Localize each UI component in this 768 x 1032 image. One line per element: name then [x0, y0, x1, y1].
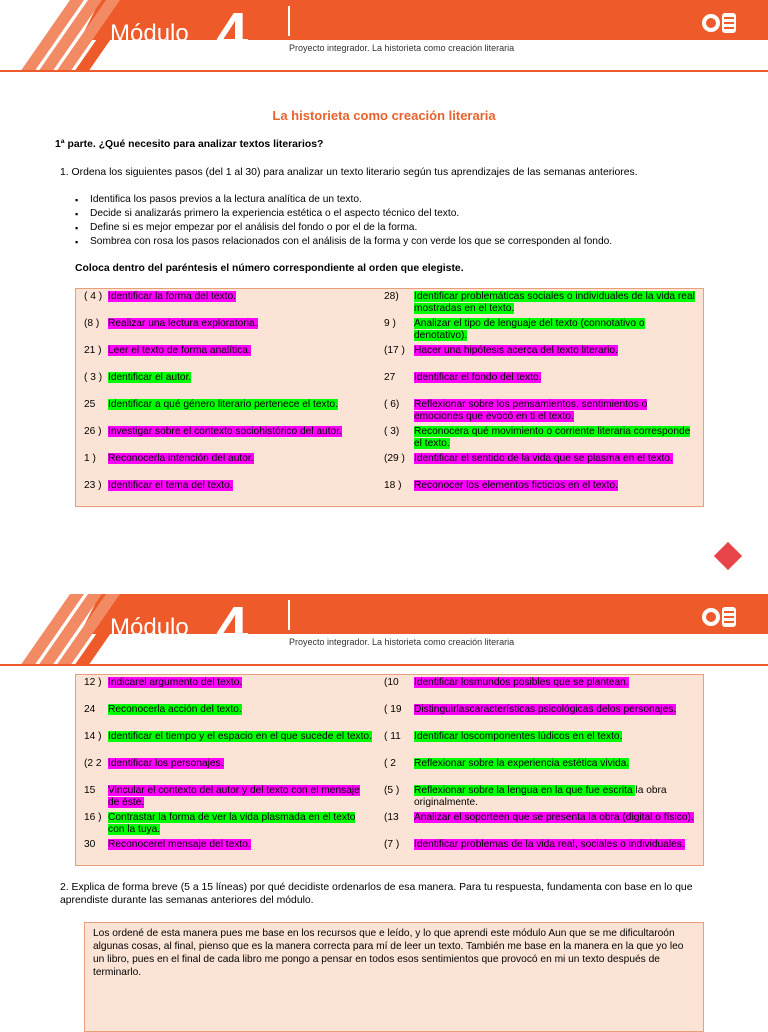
step-label: Identificar loscomponentes lúdicos en el texto. — [414, 731, 623, 742]
steps-table-1 — [75, 288, 704, 507]
bullet-item: ▪ Define si es mejor empezar por el análisis del fondo o por el de la forma. — [75, 221, 612, 235]
step-label: Distinguirlascaracterísticas psicológicas delos personajes. — [414, 704, 677, 715]
step-number[interactable]: 15 — [84, 785, 96, 796]
prepa-en-linea-sep-logo-icon — [700, 9, 738, 37]
step-text — [108, 704, 373, 716]
banner-subtitle: Proyecto integrador. La historieta como creación literaria — [289, 43, 515, 53]
answer-text: Los ordené de esta manera pues me base en los recursos que e leído, y lo que aprendi este módulo Aun que se me dificultaroón algunas cosas, al final, pienso que es la manera correcta para mí de leer un texto. También me base en la manera en la que yo leo un libro, pues en el final de cada libro me pongo a pensar en todos esos sentimientos que provocó en mi un texto después de terminarlo. — [93, 928, 684, 978]
step-number[interactable]: 30 — [84, 839, 96, 850]
step-number[interactable]: ( 11 — [384, 731, 401, 742]
step-text — [108, 731, 373, 743]
step-label: Indicarel argumento del texto. — [108, 677, 243, 688]
step-number[interactable]: ( 2 — [384, 758, 396, 769]
module-number: 4 — [216, 595, 249, 660]
part-heading: 1ª parte. ¿Qué necesito para analizar textos literarios? — [55, 139, 324, 150]
step-label: Reconocer los elementos ficticios en el texto. — [414, 480, 618, 491]
table-instruction: Coloca dentro del paréntesis el número correspondiente al orden que elegiste. — [75, 263, 464, 274]
step-number[interactable]: 26 ) — [84, 426, 102, 437]
step-text — [108, 785, 373, 809]
step-number[interactable]: 23 ) — [84, 480, 102, 491]
step-label: Identificar problemas de la vida real, sociales o individuales. — [414, 839, 685, 850]
step-text — [414, 453, 699, 465]
step-number[interactable]: 24 — [84, 704, 96, 715]
step-text — [414, 291, 699, 315]
bullet-item: ▪ Sombrea con rosa los pasos relacionados con el análisis de la forma y con verde los que se corresponden al fondo. — [75, 235, 612, 249]
prepa-en-linea-sep-logo-icon — [700, 603, 738, 631]
step-label: Realizar una lectura exploratoria. — [108, 318, 258, 329]
step-number[interactable]: (5 ) — [384, 785, 400, 796]
step-text — [108, 480, 373, 492]
step-text — [108, 758, 373, 770]
step-label: Reconocera qué movimiento o corriente literaria corresponde el texto. — [414, 426, 691, 449]
step-number[interactable]: (17 ) — [384, 345, 405, 356]
step-label: Reconocerla intención del autor. — [108, 453, 254, 464]
step-label: Identificar a qué género literario pertenece el texto. — [108, 399, 338, 410]
decorative-diamond — [714, 542, 742, 570]
step-text — [414, 318, 699, 342]
step-number[interactable]: (10 — [384, 677, 399, 688]
step-text — [414, 839, 699, 851]
step-number[interactable]: 27 — [384, 372, 396, 383]
step-number[interactable]: (8 ) — [84, 318, 100, 329]
step-number[interactable]: ( 4 ) — [84, 291, 103, 302]
step-text — [414, 480, 699, 492]
step-number[interactable]: 28) — [384, 291, 399, 302]
step-number[interactable]: ( 6) — [384, 399, 400, 410]
step-number[interactable]: 14 ) — [84, 731, 102, 742]
step-number[interactable]: ( 3 ) — [84, 372, 103, 383]
step-text — [108, 812, 373, 836]
bullet-item: ▪ Decide si analizarás primero la experiencia estética o el aspecto técnico del texto. — [75, 207, 612, 221]
step-number[interactable]: (7 ) — [384, 839, 400, 850]
step-text — [108, 839, 373, 851]
banner-subtitle: Proyecto integrador. La historieta como creación literaria — [289, 637, 515, 647]
step-text — [108, 372, 373, 384]
step-text — [108, 453, 373, 465]
steps-table-2 — [75, 674, 704, 866]
step-number[interactable]: 9 ) — [384, 318, 396, 329]
step-label: Identificar la forma del texto. — [108, 291, 236, 302]
step-number[interactable]: (2 2 — [84, 758, 102, 769]
step-text — [108, 399, 373, 411]
step-number[interactable]: ( 19 — [384, 704, 402, 715]
question-1: 1. Ordena los siguientes pasos (del 1 al 30) para analizar un texto literario según tus aprendizajes de las semanas anteriores. — [60, 167, 638, 178]
step-number[interactable]: ( 3) — [384, 426, 400, 437]
step-text — [108, 426, 373, 438]
step-text — [108, 291, 373, 303]
step-number[interactable]: 1 ) — [84, 453, 96, 464]
page-title: La historieta como creación literaria — [272, 108, 496, 123]
step-label: Vincular el contexto del autor y del texto con el mensaje de éste. — [108, 785, 360, 808]
step-text — [414, 426, 699, 450]
step-label: Identificar el fondo del texto. — [414, 372, 542, 383]
step-label: Leer el texto de forma analítica. — [108, 345, 251, 356]
step-label: Reconocerel mensaje del texto. — [108, 839, 251, 850]
step-text — [414, 812, 699, 824]
step-number[interactable]: (29 ) — [384, 453, 405, 464]
module-number: 4 — [216, 1, 249, 66]
step-number[interactable]: 16 ) — [84, 812, 102, 823]
module-label: Módulo — [110, 614, 189, 641]
step-number[interactable]: 25 — [84, 399, 96, 410]
step-label: Reconocerla acción del texto. — [108, 704, 242, 715]
step-text — [108, 318, 373, 330]
step-label: Analizar el tipo de lenguaje del texto (connotativo o denotativo). — [414, 318, 645, 341]
banner-separator — [288, 6, 290, 36]
step-text — [414, 677, 699, 689]
step-label: Identificar el autor. — [108, 372, 192, 383]
step-number[interactable]: 21 ) — [84, 345, 102, 356]
step-label: Identificar el sentido de la vida que se plasma en el texto. — [414, 453, 673, 464]
step-label: Identificar el tiempo y el espacio en el que sucede el texto. — [108, 731, 372, 742]
step-number[interactable]: 18 ) — [384, 480, 402, 491]
step-text — [108, 677, 373, 689]
step-label: Identificar el tema del texto. — [108, 480, 233, 491]
step-label: Investigar sobre el contexto sociohistórico del autor. — [108, 426, 342, 437]
step-text — [414, 731, 699, 743]
step-text — [414, 758, 699, 770]
step-label: Reflexionar sobre la experiencia estética vivida. — [414, 758, 630, 769]
step-text — [414, 704, 699, 716]
step-label: Reflexionar sobre los pensamientos, sentimientos o emociones que evocó en ti el texto. — [414, 399, 648, 422]
step-label: Identificar problemáticas sociales o individuales de la vida real mostradas en el texto. — [414, 291, 695, 314]
step-text — [414, 372, 699, 384]
step-label: Reflexionar sobre la lengua en la que fue escrita la obra originalmente. — [414, 785, 667, 808]
step-number[interactable]: 12 ) — [84, 677, 102, 688]
answer-box[interactable] — [84, 922, 704, 1032]
step-label: Identificar los personajes. — [108, 758, 224, 769]
step-text — [108, 345, 373, 357]
step-number[interactable]: (13 — [384, 812, 399, 823]
module-banner — [0, 0, 768, 72]
step-label: Analizar el soporteen que se presenta la obra (digital o físico). — [414, 812, 694, 823]
step-text — [414, 399, 699, 423]
step-label: Hacer una hipótesis acerca del texto literario. — [414, 345, 618, 356]
module-label: Módulo — [110, 20, 189, 47]
bullet-item: ▪ Identifica los pasos previos a la lectura analítica de un texto. — [75, 193, 612, 207]
step-text — [414, 345, 699, 357]
instruction-bullets — [75, 193, 612, 249]
module-banner-2 — [0, 594, 768, 666]
question-2: 2. Explica de forma breve (5 a 15 líneas) por qué decidiste ordenarlos de esa manera. Para tu respuesta, fundamenta con base en lo que aprendiste durante las semanas anteriores del módulo. — [60, 882, 693, 906]
step-label: Identificar losmundos posibles que se plantean. — [414, 677, 629, 688]
step-label: Contrastar la forma de ver la vida plasmada en el texto con la tuya. — [108, 812, 356, 835]
banner-separator — [288, 600, 290, 630]
step-text — [414, 785, 699, 809]
